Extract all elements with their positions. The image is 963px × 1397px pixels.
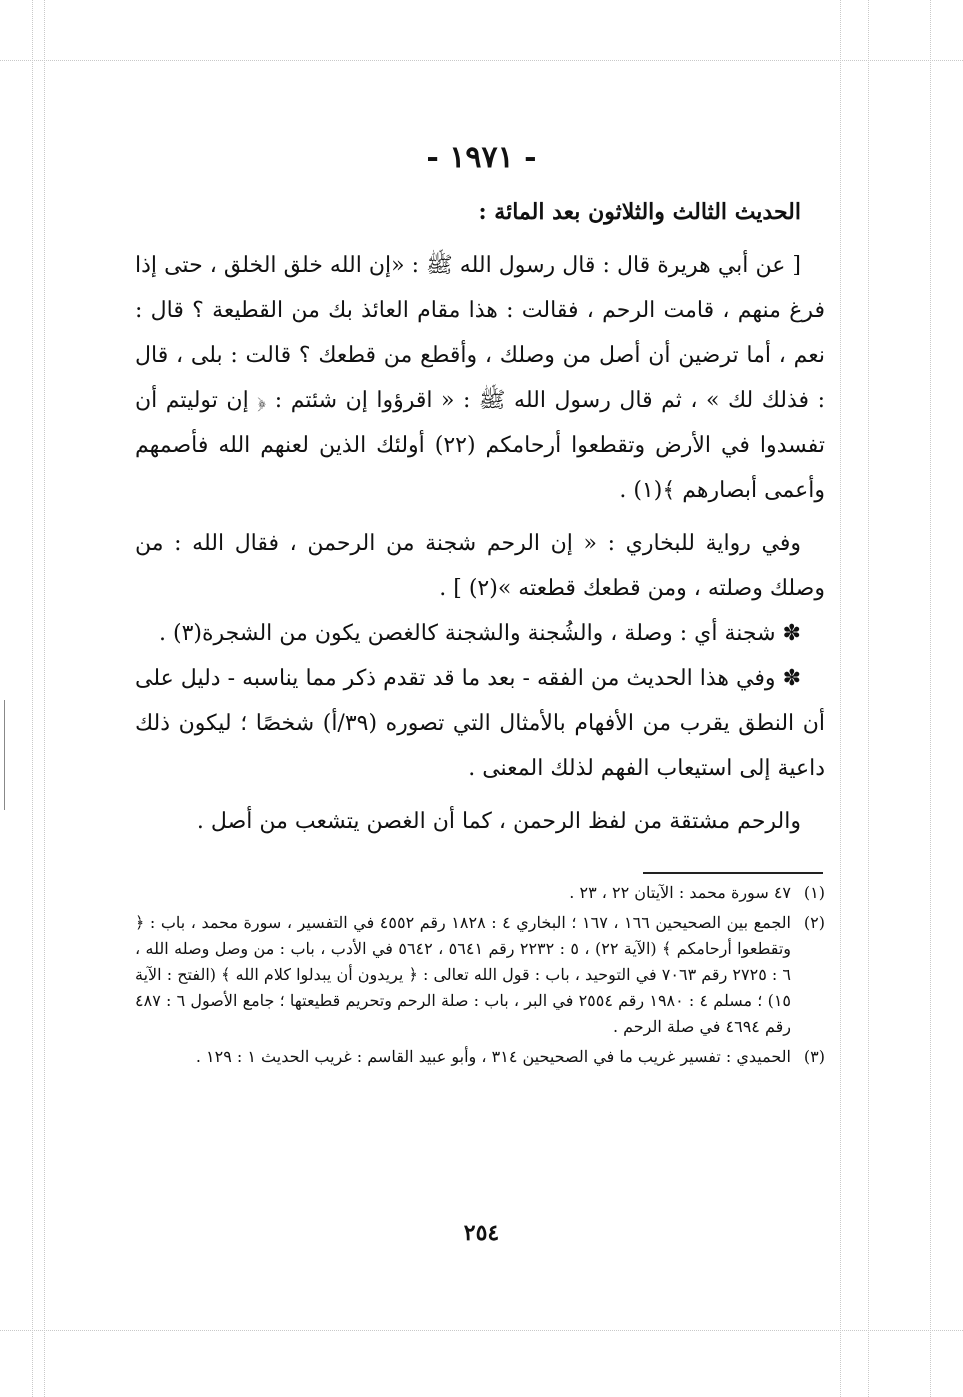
section-heading: الحديث الثالث والثلاثون بعد المائة : [478, 199, 801, 225]
commentary-paragraph-2: والرحم مشتقة من لفظ الرحمن ، كما أن الغصن يتشعب من أصل . [196, 809, 801, 834]
scan-guide-line [0, 1330, 963, 1331]
footnotes [135, 880, 825, 1074]
scan-margin-mark [4, 700, 5, 810]
page-number: ٢٥٤ [463, 1220, 500, 1246]
footnote-text: الحميدي : تفسير غريب ما في الصحيحين ٣١٤ ، وأبو عبيد القاسم : غريب الحديث ١ : ١٢٩ . [195, 1047, 791, 1066]
footnote-item [135, 880, 825, 906]
footnote-item [135, 1044, 825, 1070]
footnote-number: (٢) [803, 913, 825, 932]
bukhari-narration-paragraph: وفي رواية للبخاري : « إن الرحم شجنة من الرحمن ، فقال الله : من وصلك وصلته ، ومن قطعك قطعته »(٢) ] . [135, 531, 825, 601]
footnote-separator [643, 872, 823, 874]
scan-guide-line [868, 0, 869, 1397]
scan-guide-line [840, 0, 841, 1397]
scan-guide-line [930, 0, 931, 1397]
footnote-text: الجمع بين الصحيحين ١٦٦ ، ١٦٧ ؛ البخاري ٤ : ١٨٢٨ رقم ٤٥٥٢ في التفسير ، سورة محمد ، باب : ﴿ وتقطعوا أرحامكم ﴾ (الآية ٢٢) ، ٥ : ٢٢٣٢ رقم ٥٦٤١ ، ٥٦٤٢ في الأدب ، باب : من وصل وصله الله ، ٦ : ٢٧٢٥ رقم ٧٠٦٣ في التوحيد ، باب : قول الله تعالى : ﴿ يريدون أن يبدلوا كلام الله ﴾ (الفتح : الآية ١٥) ؛ مسلم ٤ : ١٩٨٠ رقم ٢٥٥٤ في البر ، باب : صلة الرحم وتحريم قطيعتها ؛ جامع الأصول ٦ : ٤٨٧ رقم ٤٦٩٤ في صلة الرحم . [135, 913, 792, 1036]
commentary-paragraph: ✽ وفي هذا الحديث من الفقه - بعد ما قد تقدم ذكر مما يناسبه - دليل على أن النطق يقرب من الأفهام بالأمثال التي تصوره (٣٩/أ) شخصًا ؛ ليكون ذلك داعية إلى استيعاب الفهم لذلك المعنى . [135, 666, 825, 781]
main-text [135, 190, 825, 844]
footnote-number: (١) [803, 883, 825, 902]
scan-guide-line [32, 0, 33, 1397]
footnote-text: ٤٧ سورة محمد : الآيتان ٢٢ ، ٢٣ . [569, 883, 791, 902]
scan-guide-line [44, 0, 45, 1397]
footnote-number: (٣) [803, 1047, 825, 1066]
scan-guide-line [0, 60, 963, 61]
definition-paragraph: ✽ شجنة أي : وصلة ، والشُجنة والشجنة كالغصن يكون من الشجرة(٣) . [159, 621, 801, 646]
hadith-number: - ١٩٧١ - [426, 140, 537, 175]
footnote-item [135, 910, 825, 1040]
hadith-text-paragraph: [ عن أبي هريرة قال : قال رسول الله ﷺ : «إن الله خلق الخلق ، حتى إذا فرغ منهم ، قامت الرحم ، فقالت : هذا مقام العائذ بك من القطيعة ؟ قال : نعم ، أما ترضين أن أصل من وصلك ، وأقطع من قطعك ؟ قالت : بلى ، قال : فذلك لك » ، ثم قال رسول الله ﷺ : « اقرؤوا إن شئتم : ﴿ إن توليتم أن تفسدوا في الأرض وتقطعوا أرحامكم (٢٢) أولئك الذين لعنهم الله فأصمهم وأعمى أبصارهم ﴾(١) . [135, 253, 825, 503]
